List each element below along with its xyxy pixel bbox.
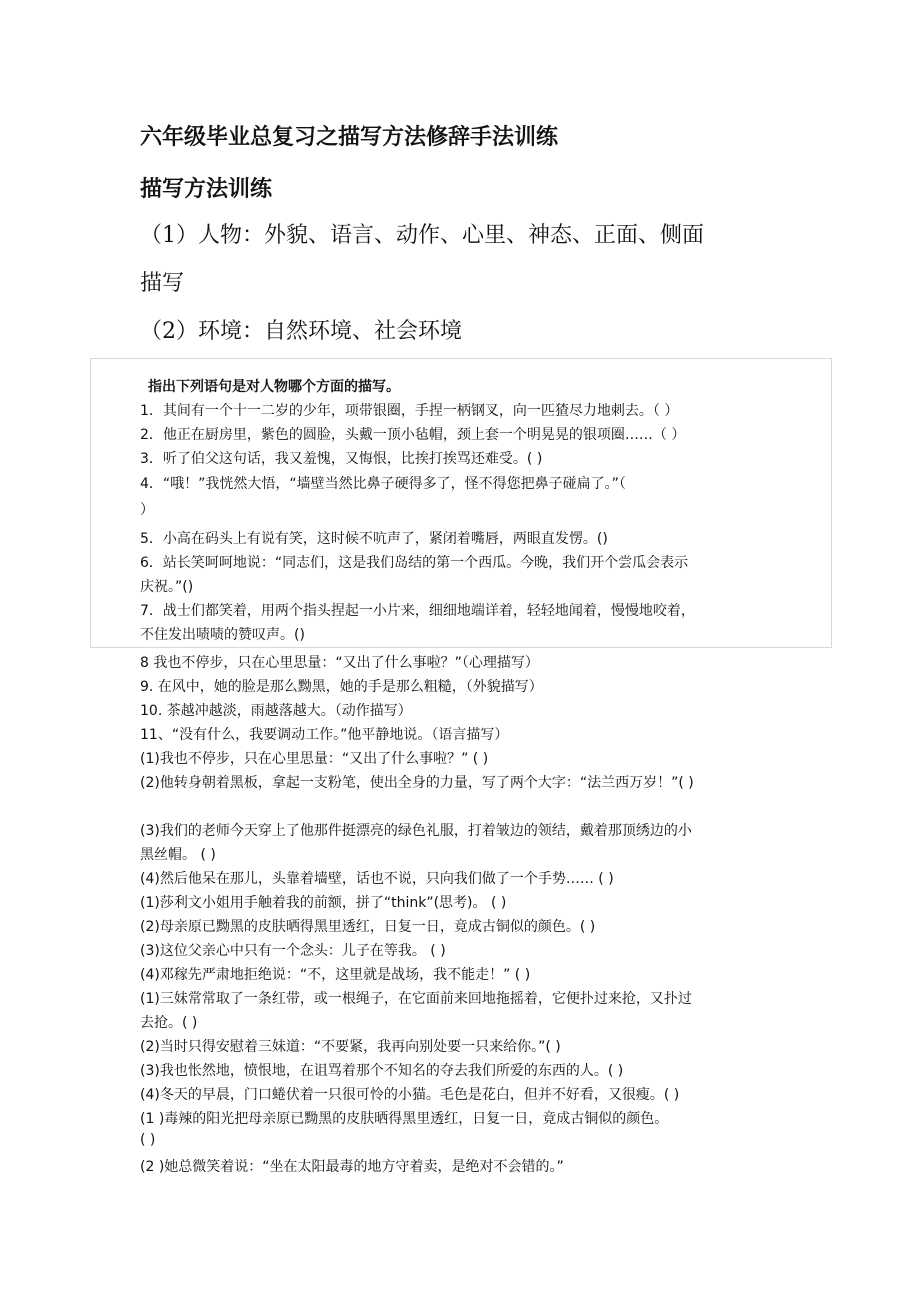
exercise-line: 去抢。( ) bbox=[140, 1015, 198, 1031]
exercise-line: ( ) bbox=[140, 1132, 156, 1148]
question-line: 庆祝。”() bbox=[140, 579, 194, 595]
category-line: （1）人物：外貌、语言、动作、心里、神态、正面、侧面 bbox=[140, 223, 704, 248]
page-title: 六年级毕业总复习之描写方法修辞手法训练 bbox=[140, 125, 559, 150]
section-heading: 描写方法训练 bbox=[140, 177, 273, 202]
question-line: 7．战士们都笑着，用两个指头捏起一小片来，细细地端详着，轻轻地闻着，慢慢地咬着， bbox=[140, 603, 695, 619]
question-line: 2．他正在厨房里，紫色的圆脸，头戴一顶小毡帽，颈上套一个明晃晃的银项圈……（ ） bbox=[140, 427, 686, 443]
exercise-line: (4)冬天的早晨，门口蜷伏着一只很可怜的小猫。毛色是花白，但并不好看，又很瘦。( ) bbox=[140, 1087, 680, 1103]
exercise-line: (1)我也不停步，只在心里思量：“又出了什么事啦？” ( ) bbox=[140, 751, 489, 767]
exercise-line: (1 )毒辣的阳光把母亲原已黝黑的皮肤晒得黑里透红，日复一日，竟成古铜似的颜色。 bbox=[140, 1111, 669, 1127]
exercise-line: 黑丝帽。 ( ) bbox=[140, 847, 216, 863]
exercise-line: 8 我也不停步，只在心里思量：“又出了什么事啦？”（心理描写） bbox=[140, 655, 539, 671]
exercise-line: 9. 在风中，她的脸是那么黝黑，她的手是那么粗糙，（外貌描写） bbox=[140, 679, 543, 695]
category-line: 描写 bbox=[140, 271, 185, 296]
exercise-line: (2)当时只得安慰着三妹道：“不要紧，我再向别处要一只来给你。”( ) bbox=[140, 1039, 561, 1055]
box-heading: 指出下列语句是对人物哪个方面的描写。 bbox=[148, 379, 400, 395]
question-line: 4．“哦！”我恍然大悟，“墙壁当然比鼻子硬得多了，怪不得您把鼻子碰扁了。”（ bbox=[140, 476, 626, 492]
exercise-line: 11、“没有什么，我要调动工作。”他平静地说。（语言描写） bbox=[140, 727, 509, 743]
exercise-line: (1)莎利文小姐用手触着我的前额，拼了“think”(思考)。 ( ) bbox=[140, 895, 507, 911]
exercise-line: (2)母亲原已黝黑的皮肤晒得黑里透红，日复一日，竟成古铜似的颜色。( ) bbox=[140, 919, 596, 935]
exercise-line: (2)他转身朝着黑板，拿起一支粉笔，使出全身的力量，写了两个大字：“法兰西万岁！”( ) bbox=[140, 775, 694, 791]
question-line: 不住发出啧啧的赞叹声。() bbox=[140, 627, 305, 643]
exercise-line: (4)然后他呆在那儿，头靠着墙壁，话也不说，只向我们做了一个手势…… ( ) bbox=[140, 871, 614, 887]
question-line: ） bbox=[140, 502, 154, 518]
category-line: （2）环境：自然环境、社会环境 bbox=[140, 319, 462, 344]
exercise-line: 10. 茶越冲越淡，雨越落越大。（动作描写） bbox=[140, 703, 412, 719]
exercise-line: (2 )她总微笑着说：“坐在太阳最毒的地方守着卖，是绝对不会错的。” bbox=[140, 1159, 564, 1175]
question-line: 1．其间有一个十一二岁的少年，项带银圈，手捏一柄钢叉，向一匹猹尽力地刺去。（ ） bbox=[140, 403, 679, 419]
question-line: 3．听了伯父这句话，我又羞愧，又悔恨，比挨打挨骂还难受。( ) bbox=[140, 451, 543, 467]
question-line: 6．站长笑呵呵地说：“同志们，这是我们岛结的第一个西瓜。今晚，我们开个尝瓜会表示 bbox=[140, 555, 689, 571]
exercise-line: (3)我也怅然地，愤恨地，在诅骂着那个不知名的夺去我们所爱的东西的人。( ) bbox=[140, 1063, 624, 1079]
exercise-line: (3)这位父亲心中只有一个念头：儿子在等我。 ( ) bbox=[140, 943, 446, 959]
exercise-line: (1)三妹常常取了一条红带，或一根绳子，在它面前来回地拖摇着，它便扑过来抢，又扑过 bbox=[140, 991, 692, 1007]
exercise-line: (3)我们的老师今天穿上了他那件挺漂亮的绿色礼服，打着皱边的领结，戴着那顶绣边的小 bbox=[140, 823, 692, 839]
question-line: 5．小高在码头上有说有笑，这时候不吭声了，紧闭着嘴唇，两眼直发愣。() bbox=[140, 531, 608, 547]
exercise-line: (4)邓稼先严肃地拒绝说：“不，这里就是战场，我不能走！” ( ) bbox=[140, 967, 531, 983]
